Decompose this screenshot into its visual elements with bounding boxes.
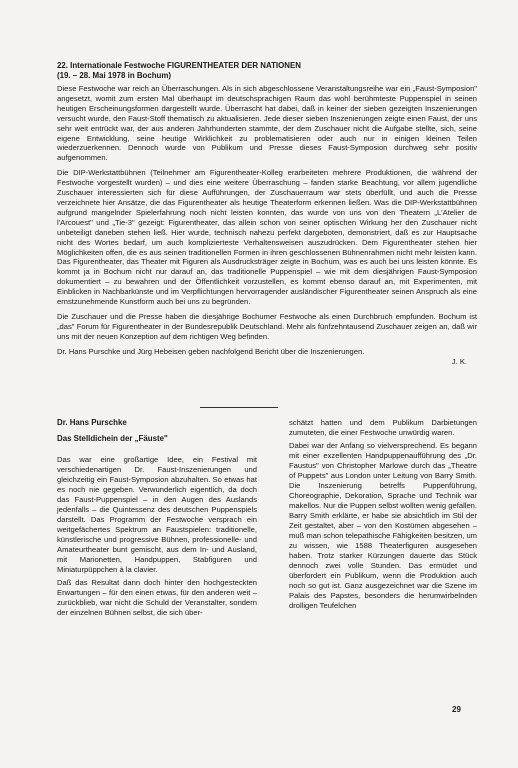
intro-text [57, 84, 477, 366]
article-paragraph: Daß das Resultat dann doch hinter den hochgesteckten Erwartungen – für den einen etwas, für den anderen weit – zurückblieb, war nicht die Schuld der Veranstalter, sondern der einzelnen Bühnen selbst, die sich über- [57, 578, 257, 617]
page-number: 29 [452, 705, 461, 714]
article-paragraph: Das war eine großartige Idee, ein Festival mit verschiedenartigen Dr. Faust-Inszenierungen und gleichzeitig ein Faust-Symposion abzuhalten. So etwas hat es noch nie gegeben. Verwunderlich eigentlich, da doch das Faust-Puppenspiel – in den Augen des Auslands jedenfalls – die Quintessenz des deutschen Puppenspiels darstellt. Das Programm der Festwoche versprach ein weitgefächertes Spektrum an Faustspielen: traditionelle, künstlerische und progressive Bühnen, professionelle- und Amateurtheater bunt gemischt, aus dem In- und Ausland, mit Marionetten, Handpuppen, Stabfiguren und Miniaturpüppchen à la clavier. [57, 455, 257, 574]
article-left-column [57, 418, 257, 621]
intro-paragraph: Die Zuschauer und die Presse haben die diesjährige Bochumer Festwoche als einen Durchbruch empfunden. Bochum ist „das" Forum für Figurentheater in der Bundesrepublik Deutschland. Mehr als fünfzehntausend Zuschauer zeigen an, daß wir uns mit der neuen Konzeption auf dem richtigen Weg befinden. [57, 311, 477, 341]
article-author: Dr. Hans Purschke [57, 418, 127, 427]
heading-dates: (19. – 28. Mai 1978 in Bochum) [57, 71, 172, 80]
signature: J. K. [451, 356, 467, 366]
intro-paragraph: Diese Festwoche war reich an Überraschungen. Als in sich abgeschlossene Veranstaltungsreihe war ein „Faust-Symposion" angesetzt, womit zum ersten Mal überhaupt im deutschsprachigen Raum das wohl berühmteste Puppenspiel in seinen heutigen Erscheinungsformen dargestellt wurde. Überrascht hat dabei, daß in keiner der sieben gezeigten Inszenierungen versucht wurde, den Faust-Stoff thematisch zu aktualisieren. Jede dieser sieben Inszenierungen zeigte einen Faust, der uns sehr weit entrückt war, der aus anderen Jahrhunderten stammte, der dem Zuschauer nicht die Aufgabe stellte, sich, seine eigene Entwicklung, seine heutige Wirklichkeit zu problematisieren oder auch nur in einigen kleinen Teilen wiederzuerkennen. Dennoch wurde von Publikum und Presse dieses Faust-Symposion durchweg sehr positiv aufgenommen. [57, 84, 477, 163]
section-heading [57, 61, 477, 81]
intro-paragraph: Die DIP-Werkstattbühnen (Teilnehmer am Figurentheater-Kolleg erarbeiteten mehrere Produktionen, die während der Festwoche vorgestellt wurden) – und dies eine weitere Überraschung – fanden starke Beachtung, vor allem jugendliche Zuschauer interessierten sich für diese Aufführungen, der Zuschauerraum war stets überfüllt, und auch die Presse verzeichnete hier Ansätze, die das Figurentheater als heutige Theaterform erkennen ließen. Was die DIP-Werkstattbühnen aufgrund mangelnder Spielerfahrung noch nicht leisten konnten, das wurde von uns von den Theatern „L'Atelier de l'Arcouest" und „Tie-3" gezeigt: Figurentheater, das allein schon von seiner optischen Wirkung her den Zuschauer nicht unbeteiligt daneben stehen ließ. Hier wurde, technisch nahezu perfekt dargeboten, demonstriert, daß es zur Hauptsache nicht des Wortes bedarf, um auch komplizierteste Verhaltensweisen auszudrücken. Dem Figurentheater stehen hier Möglichkeiten offen, die es aus seinen traditionellen Formen in ihren geschlossenen Bühnenrahmen nicht mehr leisten kann. Das Figurentheater, das Theater mit Figuren als Ausdrucksträger zeigte in Bochum, was es auch bei uns leisten könnte. Es kommt ja in Bochum nicht nur darauf an, das traditionelle Puppenspiel – wie mit dem diesjährigen Faust-Symposion dokumentiert – zu bewahren und der Öffentlichkeit vorzustellen, es kommt ebenso darauf an, mit Experimenten, mit Einblicken in Nachbarkünste und im Verpflichtungen hervorragender ausländischer Figurentheater seinen Anspruch als eine ernstzunehmende Kunstform auch bei uns zu begründen. [57, 168, 477, 307]
intro-paragraph: Dr. Hans Purschke und Jürg Hebeisen geben nachfolgend Bericht über die Inszenierungen. [57, 346, 365, 356]
article-paragraph: schätzt hatten und dem Publikum Darbietungen zumuteten, die einer Festwoche unwürdig waren. [289, 418, 477, 437]
heading-title: 22. Internationale Festwoche FIGURENTHEATER DER NATIONEN [57, 61, 301, 70]
article-right-column [289, 418, 477, 614]
section-divider [200, 407, 278, 408]
article-paragraph: Dabei war der Anfang so vielversprechend. Es begann mit einer exzellenten Handpuppenaufführung des „Dr. Faustus" von Christopher Marlowe durch das „Theatre of Puppets" aus London unter Leitung von Barry Smith. Die Inszenierung betreffs Puppenführung, Choreographie, Dekoration, Sprache und Technik war makellos. Nur die Puppen selbst wollten wenig gefallen. Barry Smith erklärte, er habe sie absichtlich im Stil der Zeit gestaltet, aber – von den Kostümen abgesehen – muß man schon telepathische Fähigkeiten besitzen, um zu wissen, wie 1588 Theaterfiguren ausgesehen haben. Trotz starker Kürzungen dauerte das Stück dennoch zwei volle Stunden. Das ermüdet und überfordert ein Publikum, wenn die Produktion auch noch so gut ist. Ganz ausgezeichnet war die Szene im Palais des Papstes, besonders die herumwirbelnden drolligen Teufelchen [289, 441, 477, 610]
article-title: Das Stelldichein der „Fäuste" [57, 434, 168, 443]
